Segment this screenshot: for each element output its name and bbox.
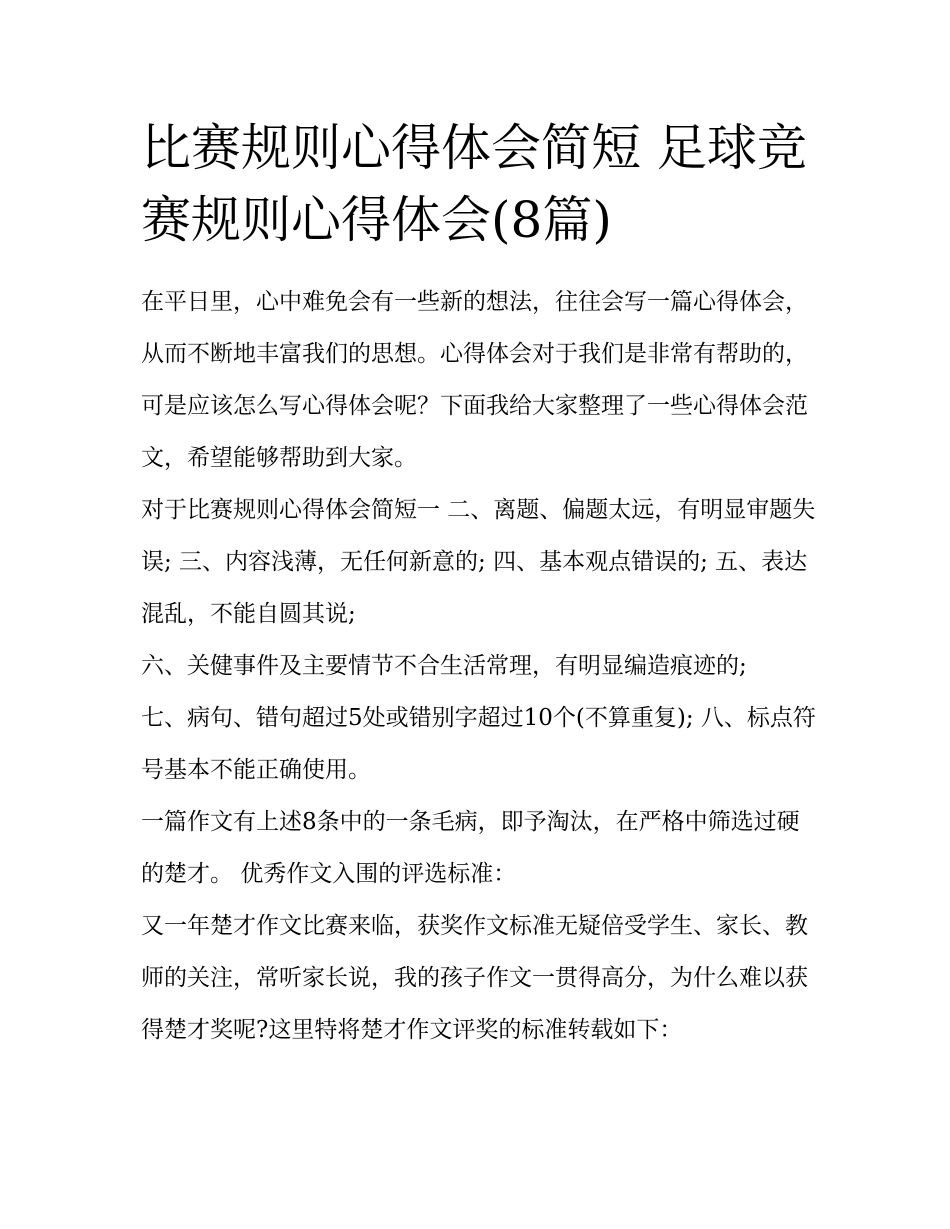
paragraph-rules-1: 对于比赛规则心得体会简短一 二、离题、偏题太远，有明显审题失误; 三、内容浅薄，无任何新意的; 四、基本观点错误的; 五、表达混乱，不能自圆其说;: [141, 497, 816, 627]
paragraph-selection: 一篇作文有上述8条中的一条毛病，即予淘汰，在严格中筛选过硬的楚才。 优秀作文入围的评选标准：: [141, 809, 800, 887]
document-title: 比赛规则心得体会简短 足球竞赛规则心得体会(8篇): [141, 119, 807, 249]
paragraph-intro: 在平日里，心中难免会有一些新的想法，往往会写一篇心得体会，从而不断地丰富我们的思想。心得体会对于我们是非常有帮助的，可是应该怎么写心得体会呢？下面我给大家整理了一些心得体会范文，希望能够帮助到大家。: [141, 289, 808, 471]
paragraph-competition: 又一年楚才作文比赛来临，获奖作文标准无疑倍受学生、家长、教师的关注，常听家长说，我的孩子作文一贯得高分，为什么难以获得楚才奖呢?这里特将楚才作文评奖的标准转载如下：: [141, 913, 808, 1043]
document-body: [141, 276, 821, 1056]
paragraph-rules-3: 七、病句、错句超过5处或错别字超过10个(不算重复); 八、标点符号基本不能正确使用。: [141, 705, 816, 783]
paragraph-rules-2: 六、关健事件及主要情节不合生活常理，有明显编造痕迹的;: [141, 653, 747, 679]
